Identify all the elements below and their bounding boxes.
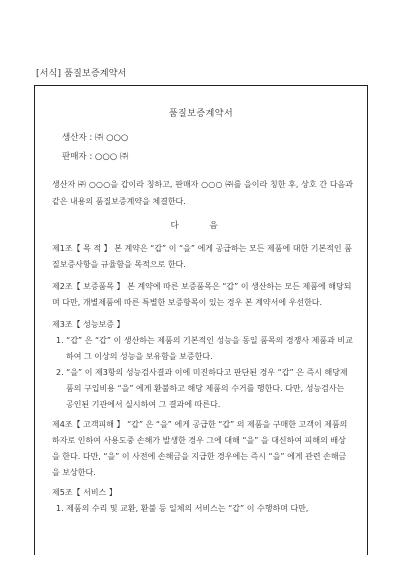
article-3 (52, 317, 353, 413)
section-heading: 다 음 (170, 221, 232, 231)
article-1 (52, 241, 353, 273)
article-4 (52, 417, 353, 481)
article-2 (52, 279, 353, 311)
article-title: 제4조【 고객피해 】 (52, 420, 125, 429)
article-title: 제2조【 보증품목 】 (52, 282, 125, 291)
articles (52, 241, 353, 517)
article-title: 제5조【 서비스 】 (52, 488, 117, 497)
article-item: 2. “을” 이 제3항의 성능검사결과 이에 미진하다고 판단된 경우 “갑” 은 즉시 해당제품의 구입비용 “을” 에게 환불하고 해당 제품의 수거를 행한다. 다만, 성능검사는 공인된 기관에서 실시하여 그 결과에 따른다. (56, 368, 348, 409)
article-title: 제3조【 성능보증 】 (52, 320, 125, 329)
seller-line: 판매자 : ○○○ ㈜ (62, 152, 129, 162)
article-item: 1. 제품의 수리 및 교환, 환불 등 일체의 서비스는 “갑” 이 수행하며 다만, (56, 504, 309, 513)
document-title: 품질보증계약서 (168, 109, 234, 119)
article-title: 제1조【 목 적 】 (52, 244, 112, 253)
article-item: 1. “갑” 은 “갑” 이 생산하는 제품의 기본적인 성능을 동일 품목의 경쟁사 제품과 비교하여 그 이상의 성능을 보유함을 보증한다. (56, 336, 353, 361)
article-body: “갑” 은 “을” 에게 공급한 “갑” 의 제품을 구매한 고객이 제품의 하자로 인하여 사용도중 손해가 발생한 경우 그에 대해 “을” 을 대신하여 피해의 배상을 한다. 다만, “을” 이 사전에 손해금을 지급한 경우에는 즉시 “을” 에게 관련 손해금을 보상한다. (52, 420, 348, 477)
article-body: 본 계약에 따른 보증품목은 “갑” 이 생산하는 모든 제품에 해당되며 다만, 개별제품에 따른 특별한 보증항목이 있는 경우 본 계약서에 우선한다. (52, 282, 352, 307)
article-body: 본 계약은 “갑” 이 “을” 에게 공급하는 모든 제품에 대한 기본적인 품질보증사항을 규율함을 목적으로 한다. (52, 244, 352, 269)
intro-paragraph: 생산자 ㈜ ○○○을 갑이라 칭하고, 판매자 ○○○ ㈜를 을이라 칭한 후, 상호 간 다음과 같은 내용의 품질보증계약을 체결한다. (52, 180, 353, 206)
producer-line: 생산자 : ㈜ ○○○ (62, 133, 129, 143)
contract-document (34, 85, 368, 555)
article-5 (52, 485, 353, 517)
form-label: [서식] 품질보증계약서 (36, 69, 127, 79)
